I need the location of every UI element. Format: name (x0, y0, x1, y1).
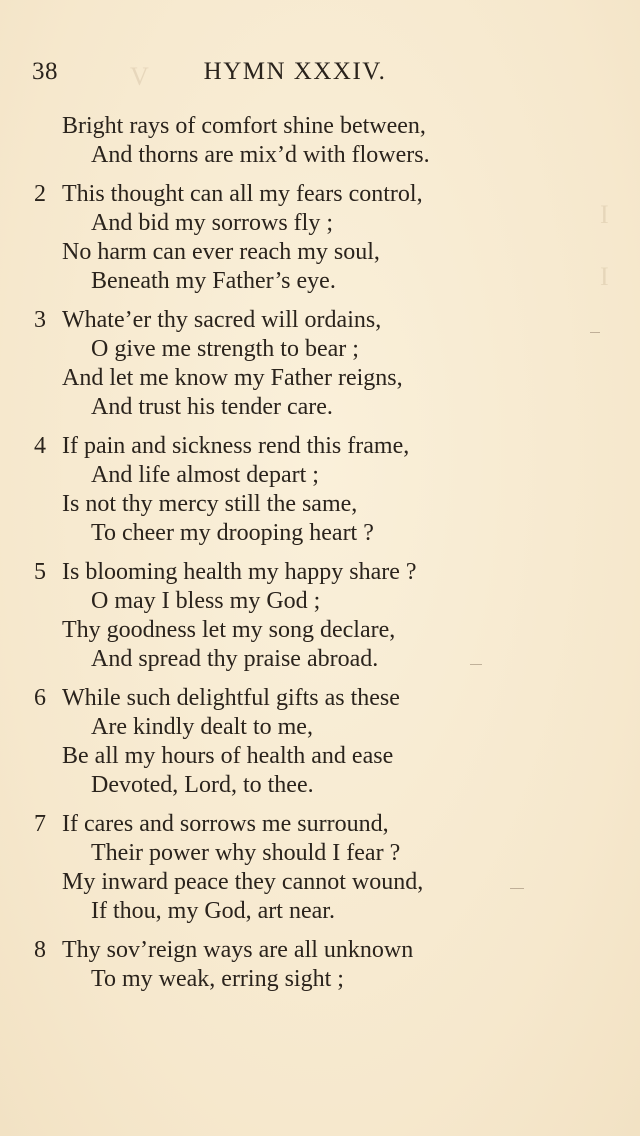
verse-number: 4 (34, 433, 46, 459)
verse-line: Devoted, Lord, to thee. (91, 772, 314, 798)
stanza (0, 432, 640, 548)
stanza (0, 936, 640, 994)
verse-line: Whate’er thy sacred will ordains, (62, 307, 382, 333)
verse-line: Bright rays of comfort shine between, (62, 113, 426, 139)
verse-line: No harm can ever reach my soul, (62, 239, 380, 265)
verse-line: To cheer my drooping heart ? (91, 520, 374, 546)
verse-number: 5 (34, 559, 46, 585)
verse-line: And life almost depart ; (91, 462, 319, 488)
verse-line: If pain and sickness rend this frame, (62, 433, 410, 459)
verse-line: My inward peace they cannot wound, (62, 869, 424, 895)
verse-number: 6 (34, 685, 46, 711)
hymn-text (0, 112, 640, 1004)
stanza (0, 684, 640, 800)
show-through-mark: I (600, 200, 609, 229)
verse-line: This thought can all my fears control, (62, 181, 423, 207)
verse-number: 3 (34, 307, 46, 333)
verse-number: 2 (34, 181, 46, 207)
verse-line: While such delightful gifts as these (62, 685, 400, 711)
page-header (0, 58, 640, 94)
verse-line: O may I bless my God ; (91, 588, 321, 614)
verse-line: Is blooming health my happy share ? (62, 559, 417, 585)
stanza (0, 558, 640, 674)
verse-number: 7 (34, 811, 46, 837)
stanza (0, 112, 640, 170)
verse-line: And let me know my Father reigns, (62, 365, 403, 391)
verse-line: And thorns are mix’d with flowers. (91, 142, 430, 168)
running-title: HYMN XXXIV. (203, 58, 387, 85)
verse-line: Thy goodness let my song declare, (62, 617, 396, 643)
verse-line: Their power why should I fear ? (91, 840, 401, 866)
verse-line: Is not thy mercy still the same, (62, 491, 358, 517)
verse-line: O give me strength to bear ; (91, 336, 359, 362)
page-number: 38 (32, 58, 58, 85)
verse-line: Are kindly dealt to me, (91, 714, 313, 740)
stanza (0, 810, 640, 926)
verse-line: If cares and sorrows me surround, (62, 811, 389, 837)
show-through-mark: I (600, 262, 609, 291)
verse-number: 8 (34, 937, 46, 963)
verse-line: If thou, my God, art near. (91, 898, 335, 924)
verse-line: And bid my sorrows fly ; (91, 210, 333, 236)
verse-line: And spread thy praise abroad. (91, 646, 379, 672)
verse-line: Beneath my Father’s eye. (91, 268, 336, 294)
verse-line: Thy sov’reign ways are all unknown (62, 937, 414, 963)
verse-line: And trust his tender care. (91, 394, 333, 420)
stanza (0, 180, 640, 296)
verse-line: To my weak, erring sight ; (91, 966, 344, 992)
stanza (0, 306, 640, 422)
verse-line: Be all my hours of health and ease (62, 743, 394, 769)
show-through-mark: V (130, 62, 149, 91)
